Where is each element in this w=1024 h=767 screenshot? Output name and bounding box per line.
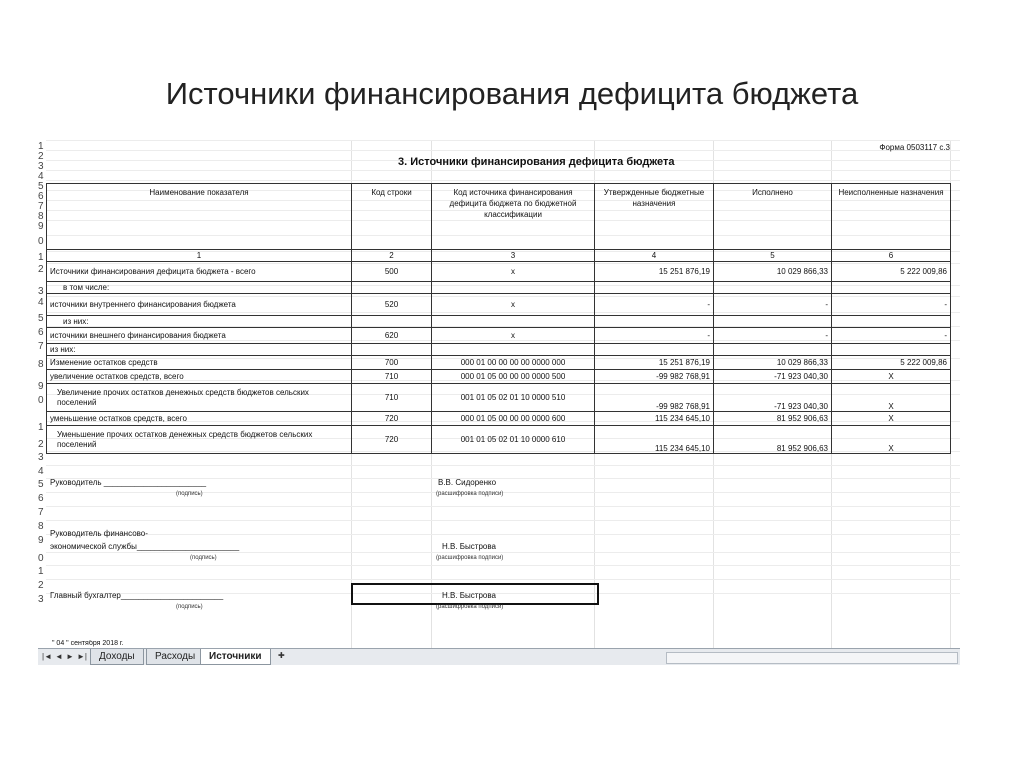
row-number[interactable]: 3 — [38, 287, 44, 297]
row-executed[interactable]: 10 029 866,33 — [714, 262, 832, 282]
col-number-4: 4 — [595, 250, 714, 262]
row-approved[interactable]: - — [595, 294, 714, 316]
row-number[interactable]: 2 — [38, 581, 44, 591]
row-code[interactable]: 720 — [352, 426, 432, 454]
row-number[interactable]: 5 — [38, 480, 44, 490]
row-approved[interactable]: 115 234 645,10 — [595, 412, 714, 426]
row-code[interactable]: 720 — [352, 412, 432, 426]
row-name[interactable]: источники внешнего финансирования бюджета — [47, 328, 352, 344]
row-unexecuted[interactable]: X — [832, 384, 951, 412]
row-approved[interactable]: 15 251 876,19 — [595, 262, 714, 282]
grid-row-line — [46, 506, 960, 507]
row-code[interactable]: 620 — [352, 328, 432, 344]
row-number[interactable]: 8 — [38, 212, 44, 222]
header-code-source: Код источника финансирования дефицита бюджета по бюджетной классификации — [432, 184, 595, 250]
row-unexecuted[interactable]: X — [832, 370, 951, 384]
row-number[interactable]: 5 — [38, 314, 44, 324]
row-name[interactable]: Увеличение прочих остатков денежных средств бюджетов сельских поселений — [47, 384, 352, 412]
row-number[interactable]: 4 — [38, 172, 44, 182]
row-source[interactable]: x — [432, 294, 595, 316]
header-executed: Исполнено — [714, 184, 832, 250]
grid-row-line — [46, 150, 960, 151]
row-name[interactable]: уменьшение остатков средств, всего — [47, 412, 352, 426]
fin-name-caption: (расшифровка подписи) — [436, 555, 504, 561]
slide-title: Источники финансирования дефицита бюджета — [165, 76, 859, 111]
row-number[interactable]: 9 — [38, 536, 44, 546]
table-row — [47, 370, 951, 384]
row-number[interactable]: 2 — [38, 152, 44, 162]
row-number[interactable]: 8 — [38, 360, 44, 370]
row-code[interactable]: 710 — [352, 370, 432, 384]
row-number[interactable]: 1 — [38, 423, 44, 433]
row-number[interactable]: 3 — [38, 453, 44, 463]
header-unexecuted: Неисполненные назначения — [832, 184, 951, 250]
grid-row-line — [46, 565, 960, 566]
fin-sign-caption: (подпись) — [190, 555, 217, 561]
row-number[interactable]: 5 — [38, 182, 44, 192]
row-approved[interactable] — [595, 344, 714, 356]
header-code-row: Код строки — [352, 184, 432, 250]
row-number[interactable]: 2 — [38, 440, 44, 450]
row-code[interactable]: 710 — [352, 384, 432, 412]
head-name-caption: (расшифровка подписи) — [436, 491, 504, 497]
row-numbers — [38, 140, 46, 648]
table-row — [47, 356, 951, 370]
grid-row-line — [46, 180, 960, 181]
header-row — [47, 184, 951, 250]
row-number[interactable]: 7 — [38, 202, 44, 212]
next-sheet-icon[interactable]: ► — [66, 652, 74, 661]
row-executed[interactable]: - — [714, 328, 832, 344]
head-label: Руководитель _______________________ — [50, 478, 207, 487]
row-number[interactable]: 9 — [38, 222, 44, 232]
row-number[interactable]: 7 — [38, 342, 44, 352]
acc-name: Н.В. Быстрова — [442, 591, 496, 600]
row-executed[interactable] — [714, 316, 832, 328]
row-source[interactable] — [432, 282, 595, 294]
grid-row-line — [46, 140, 960, 141]
row-approved[interactable]: -99 982 768,91 — [595, 384, 714, 412]
head-sign-caption: (подпись) — [176, 491, 203, 497]
table-row — [47, 262, 951, 282]
acc-label: Главный бухгалтер_______________________ — [50, 591, 224, 600]
row-number[interactable]: 0 — [38, 237, 44, 247]
row-approved[interactable]: -99 982 768,91 — [595, 370, 714, 384]
acc-name-caption: (расшифровка подписи) — [436, 604, 504, 610]
row-unexecuted[interactable] — [832, 344, 951, 356]
row-number[interactable]: 8 — [38, 522, 44, 532]
form-label: Форма 0503117 с.3 — [879, 143, 950, 152]
row-source[interactable]: 000 01 05 00 00 00 0000 500 — [432, 370, 595, 384]
grid-row-line — [46, 579, 960, 580]
row-approved[interactable]: 15 251 876,19 — [595, 356, 714, 370]
col-number-5: 5 — [714, 250, 832, 262]
row-source[interactable]: 001 01 05 02 01 10 0000 610 — [432, 426, 595, 454]
table-row — [47, 316, 951, 328]
row-unexecuted[interactable] — [832, 282, 951, 294]
row-number[interactable]: 0 — [38, 396, 44, 406]
fin-label-1: Руководитель финансово- — [50, 529, 148, 538]
table-row — [47, 282, 951, 294]
row-number[interactable]: 9 — [38, 382, 44, 392]
row-executed[interactable]: -71 923 040,30 — [714, 370, 832, 384]
row-source[interactable]: 000 01 05 00 00 00 0000 600 — [432, 412, 595, 426]
row-code[interactable]: 700 — [352, 356, 432, 370]
row-number[interactable]: 1 — [38, 253, 44, 263]
row-executed[interactable]: -71 923 040,30 — [714, 384, 832, 412]
sources-table — [46, 183, 951, 454]
table-row — [47, 294, 951, 316]
row-code[interactable]: 500 — [352, 262, 432, 282]
row-source[interactable]: 000 01 00 00 00 00 0000 000 — [432, 356, 595, 370]
row-number[interactable]: 4 — [38, 467, 44, 477]
row-number[interactable]: 6 — [38, 192, 44, 202]
row-number[interactable]: 7 — [38, 508, 44, 518]
row-executed[interactable]: 10 029 866,33 — [714, 356, 832, 370]
row-number[interactable]: 6 — [38, 494, 44, 504]
row-unexecuted[interactable]: 5 222 009,86 — [832, 356, 951, 370]
col-number-1: 1 — [47, 250, 352, 262]
row-source[interactable]: x — [432, 328, 595, 344]
row-code[interactable] — [352, 316, 432, 328]
row-source[interactable]: x — [432, 262, 595, 282]
first-sheet-icon[interactable]: |◄ — [42, 652, 52, 661]
row-number[interactable]: 4 — [38, 298, 44, 308]
row-number[interactable]: 3 — [38, 595, 44, 605]
row-unexecuted[interactable]: 5 222 009,86 — [832, 262, 951, 282]
header-approved: Утвержденные бюджетные назначения — [595, 184, 714, 250]
row-name[interactable]: из них: — [47, 316, 352, 328]
header-name: Наименование показателя — [47, 184, 352, 250]
row-approved[interactable]: 115 234 645,10 — [595, 426, 714, 454]
table-row — [47, 384, 951, 412]
row-number[interactable]: 2 — [38, 265, 44, 275]
col-number-6: 6 — [832, 250, 951, 262]
row-code[interactable] — [352, 344, 432, 356]
tab-dohody[interactable]: Доходы — [90, 649, 144, 665]
row-source[interactable] — [432, 344, 595, 356]
fin-name: Н.В. Быстрова — [442, 542, 496, 551]
row-name[interactable]: Уменьшение прочих остатков денежных средств бюджетов сельских поселений — [47, 426, 352, 454]
grid-row-line — [46, 520, 960, 521]
row-code[interactable]: 520 — [352, 294, 432, 316]
row-number[interactable]: 6 — [38, 328, 44, 338]
row-number[interactable]: 1 — [38, 567, 44, 577]
head-name: В.В. Сидоренко — [438, 478, 497, 487]
row-executed[interactable]: - — [714, 294, 832, 316]
grid-row-line — [46, 170, 960, 171]
row-name[interactable]: Источники финансирования дефицита бюджета - всего — [47, 262, 352, 282]
row-code[interactable] — [352, 282, 432, 294]
row-number[interactable]: 0 — [38, 554, 44, 564]
row-number[interactable]: 1 — [38, 142, 44, 152]
col-number-3: 3 — [432, 250, 595, 262]
table-row — [47, 412, 951, 426]
row-unexecuted[interactable]: X — [832, 426, 951, 454]
row-name[interactable]: в том числе: — [47, 282, 352, 294]
insert-sheet-icon[interactable]: ✚ — [278, 651, 285, 660]
row-name[interactable]: источники внутреннего финансирования бюджета — [47, 294, 352, 316]
tab-rashody[interactable]: Расходы — [146, 649, 204, 665]
grid-row-line — [46, 552, 960, 553]
row-unexecuted[interactable]: X — [832, 412, 951, 426]
table-row — [47, 426, 951, 454]
row-source[interactable]: 001 01 05 02 01 10 0000 510 — [432, 384, 595, 412]
row-approved[interactable]: - — [595, 328, 714, 344]
row-unexecuted[interactable]: - — [832, 328, 951, 344]
row-approved[interactable] — [595, 282, 714, 294]
row-name[interactable]: увеличение остатков средств, всего — [47, 370, 352, 384]
row-executed[interactable]: 81 952 906,63 — [714, 412, 832, 426]
col-number-2: 2 — [352, 250, 432, 262]
last-sheet-icon[interactable]: ►| — [77, 652, 87, 661]
horizontal-scrollbar[interactable] — [666, 652, 958, 664]
row-executed[interactable] — [714, 344, 832, 356]
section-title: 3. Источники финансирования дефицита бюджета — [398, 156, 675, 168]
fin-label-2: экономической службы_______________________ — [50, 542, 240, 551]
table-row — [47, 328, 951, 344]
row-executed[interactable] — [714, 282, 832, 294]
grid-row-line — [46, 534, 960, 535]
date-text: " 04 " сентября 2018 г. — [52, 640, 124, 647]
row-executed[interactable]: 81 952 906,63 — [714, 426, 832, 454]
row-name[interactable]: из них: — [47, 344, 352, 356]
row-number[interactable]: 3 — [38, 162, 44, 172]
row-approved[interactable] — [595, 316, 714, 328]
row-source[interactable] — [432, 316, 595, 328]
column-number-row — [47, 250, 951, 262]
row-unexecuted[interactable] — [832, 316, 951, 328]
prev-sheet-icon[interactable]: ◄ — [55, 652, 63, 661]
tab-istochniki[interactable]: Источники — [200, 649, 271, 665]
row-name[interactable]: Изменение остатков средств — [47, 356, 352, 370]
sheet-tab-bar — [38, 648, 960, 665]
spreadsheet — [38, 140, 960, 665]
table-row — [47, 344, 951, 356]
acc-sign-caption: (подпись) — [176, 604, 203, 610]
row-unexecuted[interactable]: - — [832, 294, 951, 316]
grid-row-line — [46, 465, 960, 466]
